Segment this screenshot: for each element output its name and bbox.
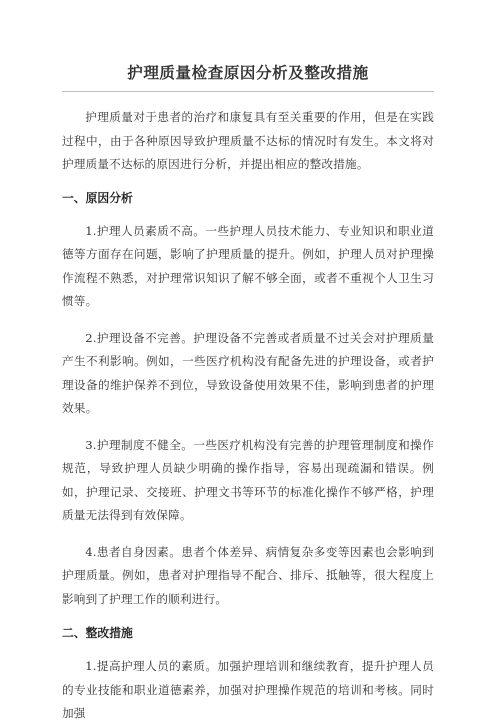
title-divider: [62, 91, 434, 92]
paragraph: 4.患者自身因素。患者个体差异、病情复杂多变等因素也会影响到护理质量。例如，患者对护理指导不配合、排斥、抵触等，很大程度上影响到了护理工作的顺利进行。: [62, 544, 434, 606]
paragraph: 3.护理制度不健全。一些医疗机构没有完善的护理管理制度和操作规范，导致护理人员缺少明确的操作指导，容易出现疏漏和错误。例如，护理记录、交接班、护理文书等环节的标准化操作不够严格，护理质量无法得到有效保障。: [62, 437, 434, 522]
section-corrective-measures: [62, 624, 434, 726]
intro-paragraph: 护理质量对于患者的治疗和康复具有至关重要的作用，但是在实践过程中，由于各种原因导致护理质量不达标的情况时有发生。本文将对护理质量不达标的原因进行分析，并提出相应的整改措施。: [62, 110, 434, 171]
section-heading: 一、原因分析: [62, 190, 133, 205]
paragraph: 1.提高护理人员的素质。加强护理培训和继续教育，提升护理人员的专业技能和职业道德素养，加强对护理操作规范的培训和考核。同时加强: [62, 659, 434, 720]
document-title: 护理质量检查原因分析及整改措施: [127, 63, 369, 82]
section-cause-analysis: [62, 189, 434, 612]
section-heading: 二、整改措施: [62, 626, 133, 640]
paragraph: 1.护理人员素质不高。一些护理人员技术能力、专业知识和职业道德等方面存在问题，影响了护理质量的提升。例如，护理人员对护理操作流程不熟悉，对护理常识知识了解不够全面，或者不重视个人卫生习惯等。: [62, 223, 434, 308]
paragraph: 2.护理设备不完善。护理设备不完善或者质量不过关会对护理质量产生不利影响。例如，一些医疗机构没有配备先进的护理设备，或者护理设备的维护保养不到位，导致设备使用效果不佳，影响到患者的护理效果。: [62, 330, 434, 415]
